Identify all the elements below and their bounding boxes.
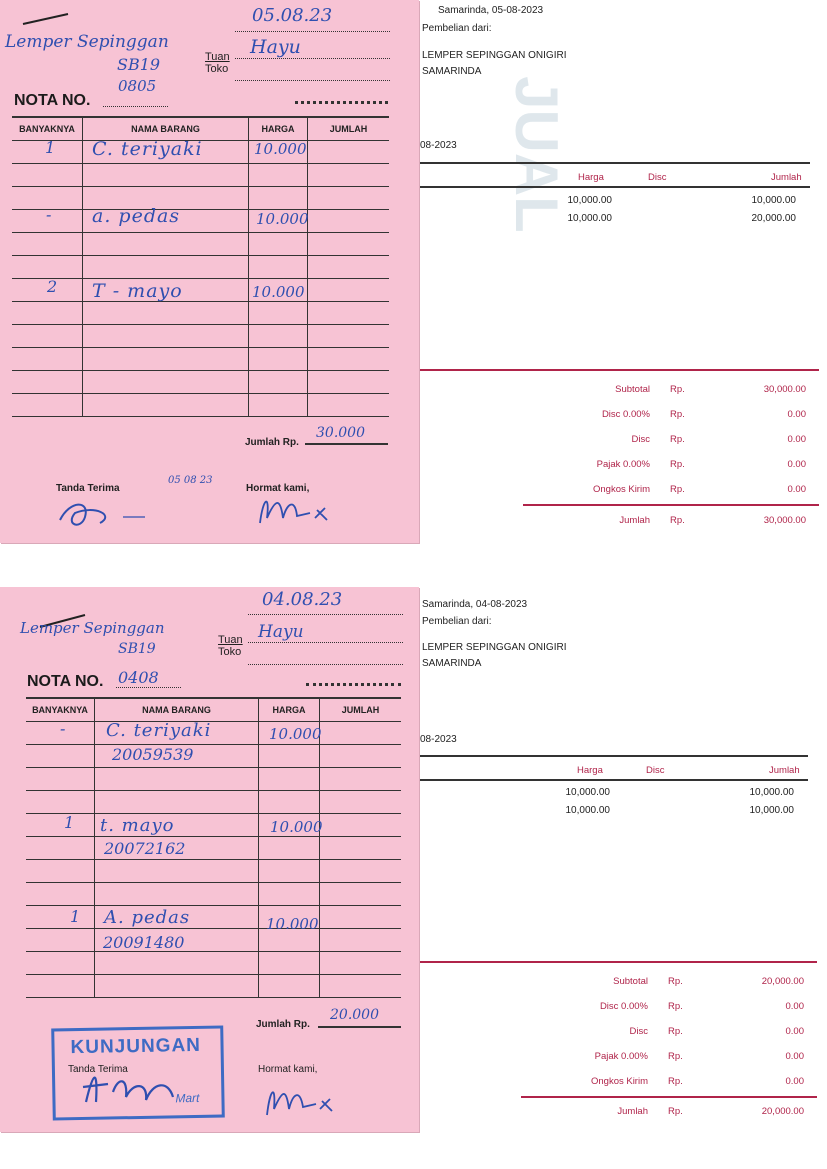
total-value: 20,000.00 bbox=[761, 1106, 804, 1117]
tuan-label: Tuan bbox=[205, 51, 230, 63]
total-rule bbox=[523, 504, 819, 506]
line-2-jumlah: 20,000.00 bbox=[751, 213, 796, 224]
pajak-label: Pajak 0.00% bbox=[596, 459, 650, 470]
nota-number-hand: 0408 bbox=[118, 668, 159, 687]
header-rule-top bbox=[418, 162, 810, 164]
disc-rp: Rp. bbox=[668, 1026, 683, 1037]
nota-code-hand: SB19 bbox=[117, 55, 161, 74]
header-rule-top bbox=[418, 755, 808, 757]
receipt-bottom bbox=[418, 585, 827, 1169]
table-row bbox=[12, 371, 389, 394]
toko-dotline bbox=[248, 664, 403, 665]
total-label: Jumlah bbox=[619, 515, 650, 526]
table-row bbox=[12, 348, 389, 371]
col-harga: Harga bbox=[578, 172, 604, 183]
ongkos-label: Ongkos Kirim bbox=[590, 1076, 648, 1087]
col-disc: Disc bbox=[648, 172, 667, 183]
table-row bbox=[12, 394, 389, 417]
line-1-jumlah: 10,000.00 bbox=[751, 195, 796, 206]
receipt-date-fragment: 08-2023 bbox=[420, 734, 457, 745]
disc-rp: Rp. bbox=[670, 434, 685, 445]
item-2-name: a. pedas bbox=[92, 205, 181, 227]
signature-sender bbox=[262, 1077, 352, 1122]
item-2-name: t. mayo bbox=[100, 815, 175, 836]
ongkos-rp: Rp. bbox=[668, 1076, 683, 1087]
subtotal-label: Subtotal bbox=[615, 384, 650, 395]
nota-title: NOTA NO. bbox=[14, 92, 91, 109]
subtotal-rp: Rp. bbox=[670, 384, 685, 395]
jumlah-line bbox=[305, 443, 388, 445]
signature-receiver bbox=[78, 1062, 198, 1112]
subtotal-rp: Rp. bbox=[668, 976, 683, 987]
total-label: Jumlah bbox=[617, 1106, 648, 1117]
jumlah-hand: 30.000 bbox=[316, 425, 365, 441]
disc-pct-label: Disc 0.00% bbox=[599, 1001, 648, 1012]
table-row bbox=[12, 210, 389, 233]
subtotal-label: Subtotal bbox=[613, 976, 648, 987]
item-3-name: A. pedas bbox=[104, 907, 191, 928]
pajak-rp: Rp. bbox=[668, 1051, 683, 1062]
nota-customer-hand: Lemper Sepinggan bbox=[20, 619, 165, 637]
nota-customer-hand: Lemper Sepinggan bbox=[5, 32, 169, 52]
date-dotline bbox=[235, 31, 390, 32]
item-2-qty: 1 bbox=[64, 813, 75, 832]
nota-date-hand: 04.08.23 bbox=[262, 589, 343, 610]
item-2-price: 10.000 bbox=[270, 818, 323, 836]
item-2-qty: - bbox=[46, 205, 52, 224]
table-row bbox=[26, 722, 401, 745]
receipt-city: SAMARINDA bbox=[422, 658, 482, 669]
line-2-harga: 10,000.00 bbox=[567, 213, 612, 224]
col-nama-barang: NAMA BARANG bbox=[95, 698, 259, 722]
nota-code-hand: SB19 bbox=[118, 641, 156, 657]
toko-dotline bbox=[235, 80, 390, 81]
table-row bbox=[26, 883, 401, 906]
table-row bbox=[26, 814, 401, 837]
jumlah-line bbox=[318, 1026, 401, 1028]
disc-pct-label: Disc 0.00% bbox=[601, 409, 650, 420]
table-row bbox=[12, 233, 389, 256]
signature-sender bbox=[255, 488, 345, 533]
item-3-name: T - mayo bbox=[92, 280, 183, 302]
nota-date-hand: 05.08.23 bbox=[252, 5, 333, 26]
total-rp: Rp. bbox=[670, 515, 685, 526]
item-3-price: 10.000 bbox=[266, 915, 319, 933]
col-banyaknya: BANYAKNYA bbox=[12, 117, 83, 141]
tuan-toko-label bbox=[205, 51, 230, 75]
jumlah-label: Jumlah Rp. bbox=[245, 437, 299, 448]
table-row bbox=[26, 929, 401, 952]
tanda-terima-label: Tanda Terima bbox=[68, 1064, 128, 1075]
table-row bbox=[12, 187, 389, 210]
col-jumlah: JUMLAH bbox=[308, 117, 390, 141]
tuan-dotline bbox=[235, 58, 390, 59]
table-row bbox=[12, 256, 389, 279]
receipt-top bbox=[418, 0, 827, 555]
receipt-vendor: LEMPER SEPINGGAN ONIGIRI bbox=[422, 642, 567, 653]
receipt-city: SAMARINDA bbox=[422, 66, 482, 77]
nota-title: NOTA NO. bbox=[27, 673, 104, 690]
nota-no-dotline bbox=[116, 687, 181, 688]
subtotal-value: 20,000.00 bbox=[761, 976, 804, 987]
table-row bbox=[12, 325, 389, 348]
disc-label: Disc bbox=[631, 434, 650, 445]
nota-no-dotline-right bbox=[306, 683, 401, 686]
disc-pct-rp: Rp. bbox=[670, 409, 685, 420]
table-row bbox=[26, 768, 401, 791]
table-row bbox=[26, 975, 401, 998]
col-nama-barang: NAMA BARANG bbox=[83, 117, 249, 141]
nota-top bbox=[0, 0, 419, 543]
item-1-code: 20059539 bbox=[112, 745, 194, 764]
col-harga: Harga bbox=[577, 765, 603, 776]
table-row bbox=[26, 952, 401, 975]
col-harga: HARGA bbox=[249, 117, 308, 141]
total-rule bbox=[521, 1096, 817, 1098]
item-3-qty: 2 bbox=[47, 277, 58, 296]
receipt-vendor: LEMPER SEPINGGAN ONIGIRI bbox=[422, 50, 567, 61]
nota-table bbox=[12, 116, 389, 417]
receipt-from-label: Pembelian dari: bbox=[422, 23, 492, 34]
stamp-text: KUNJUNGAN bbox=[70, 1034, 202, 1059]
pajak-rp: Rp. bbox=[670, 459, 685, 470]
ongkos-value: 0.00 bbox=[785, 1076, 804, 1087]
line-1-harga: 10,000.00 bbox=[567, 195, 612, 206]
item-3-price: 10.000 bbox=[252, 283, 305, 301]
item-1-price: 10.000 bbox=[254, 140, 307, 158]
table-row bbox=[26, 860, 401, 883]
summary-rule bbox=[418, 369, 819, 371]
ongkos-label: Ongkos Kirim bbox=[592, 484, 650, 495]
table-row bbox=[12, 302, 389, 325]
date-dotline bbox=[248, 614, 403, 615]
total-value: 30,000.00 bbox=[763, 515, 806, 526]
hormat-kami-label: Hormat kami, bbox=[258, 1064, 318, 1075]
item-1-qty: 1 bbox=[45, 138, 56, 157]
signature-receiver bbox=[55, 495, 165, 535]
table-row bbox=[12, 164, 389, 187]
disc-pct-value: 0.00 bbox=[785, 1001, 804, 1012]
nota-bottom bbox=[0, 587, 419, 1132]
summary-rule bbox=[418, 961, 817, 963]
col-harga: HARGA bbox=[259, 698, 320, 722]
col-jumlah: Jumlah bbox=[771, 172, 802, 183]
jumlah-label: Jumlah Rp. bbox=[256, 1019, 310, 1030]
ongkos-rp: Rp. bbox=[670, 484, 685, 495]
table-row bbox=[26, 791, 401, 814]
toko-label: Toko bbox=[218, 646, 242, 658]
receipt-date: Samarinda, 04-08-2023 bbox=[422, 599, 528, 610]
jumlah-hand: 20.000 bbox=[330, 1007, 379, 1023]
tuan-label: Tuan bbox=[218, 634, 243, 646]
nota-number-hand: 0805 bbox=[118, 77, 157, 95]
disc-value: 0.00 bbox=[787, 434, 806, 445]
item-1-price: 10.000 bbox=[269, 725, 322, 743]
col-disc: Disc bbox=[646, 765, 665, 776]
line-2-jumlah: 10,000.00 bbox=[749, 805, 794, 816]
item-1-name: C. teriyaki bbox=[92, 138, 203, 160]
item-3-code: 20091480 bbox=[103, 933, 185, 952]
disc-value: 0.00 bbox=[785, 1026, 804, 1037]
item-3-qty: 1 bbox=[70, 907, 81, 926]
nota-table bbox=[26, 697, 401, 998]
receipt-date-fragment: 08-2023 bbox=[420, 140, 457, 151]
subtotal-value: 30,000.00 bbox=[763, 384, 806, 395]
header-rule-bottom bbox=[418, 779, 808, 781]
pajak-value: 0.00 bbox=[787, 459, 806, 470]
line-1-jumlah: 10,000.00 bbox=[749, 787, 794, 798]
col-banyaknya: BANYAKNYA bbox=[26, 698, 95, 722]
item-2-code: 20072162 bbox=[104, 839, 186, 858]
table-row bbox=[12, 279, 389, 302]
nota-tuan-hand: Hayu bbox=[258, 622, 304, 642]
hormat-kami-label: Hormat kami, bbox=[246, 483, 310, 494]
tanda-terima-label: Tanda Terima bbox=[56, 483, 120, 494]
nota-no-dotline-right bbox=[295, 101, 388, 104]
item-1-name: C. teriyaki bbox=[106, 720, 212, 741]
toko-label: Toko bbox=[205, 63, 229, 75]
table-row bbox=[26, 906, 401, 929]
receipt-from-label: Pembelian dari: bbox=[422, 616, 492, 627]
col-jumlah: Jumlah bbox=[769, 765, 800, 776]
item-2-price: 10.000 bbox=[256, 210, 309, 228]
total-rp: Rp. bbox=[668, 1106, 683, 1117]
tuan-dotline bbox=[248, 642, 403, 643]
receipt-date: Samarinda, 05-08-2023 bbox=[438, 5, 544, 16]
col-jumlah: JUMLAH bbox=[320, 698, 402, 722]
ongkos-value: 0.00 bbox=[787, 484, 806, 495]
tuan-toko-label bbox=[218, 634, 243, 658]
nota-tuan-hand: Hayu bbox=[250, 36, 301, 58]
header-rule-bottom bbox=[418, 186, 810, 188]
tanda-terima-date-hand: 05 08 23 bbox=[168, 475, 213, 486]
pajak-label: Pajak 0.00% bbox=[594, 1051, 648, 1062]
table-row bbox=[26, 837, 401, 860]
bleedthrough-mark: JUAL bbox=[502, 76, 570, 233]
disc-pct-rp: Rp. bbox=[668, 1001, 683, 1012]
stamp-sub: Mart bbox=[175, 1090, 200, 1106]
nota-no-dotline bbox=[103, 106, 168, 107]
disc-label: Disc bbox=[629, 1026, 648, 1037]
line-1-harga: 10,000.00 bbox=[565, 787, 610, 798]
item-1-qty: - bbox=[60, 719, 66, 738]
pajak-value: 0.00 bbox=[785, 1051, 804, 1062]
line-2-harga: 10,000.00 bbox=[565, 805, 610, 816]
disc-pct-value: 0.00 bbox=[787, 409, 806, 420]
table-row bbox=[26, 745, 401, 768]
